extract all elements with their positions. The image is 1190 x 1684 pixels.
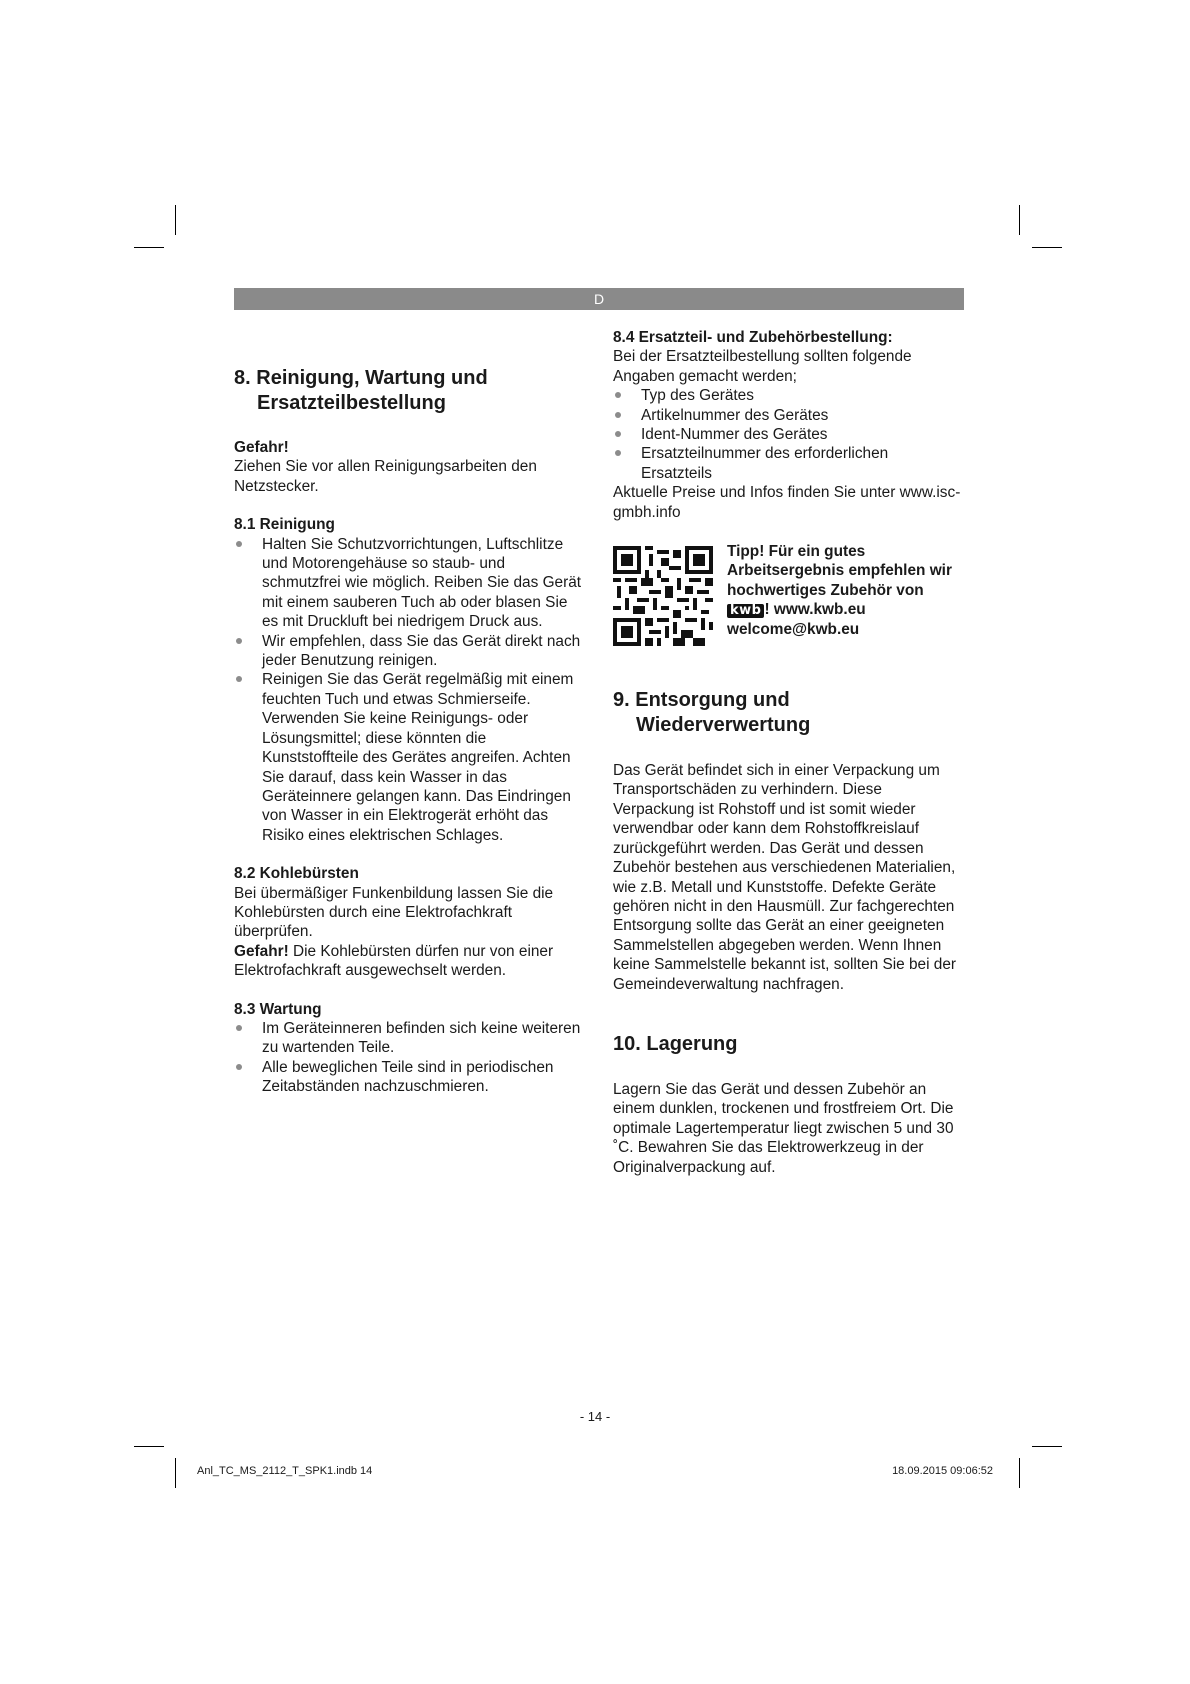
kwb-logo: kwb [727,604,764,618]
footer-datetime: 18.09.2015 09:06:52 [892,1465,993,1477]
tip-box [613,542,963,646]
language-code: D [593,291,605,307]
section-9-title-line2: Wiederverwertung [636,714,811,737]
tip-line1: Tipp! Für ein gutes Arbeitsergebnis empfehlen wir hochwertiges Zubehör von [727,543,952,599]
qr-code-icon [613,546,713,646]
crop-mark [1032,1446,1062,1447]
section-8-title-line2: Ersatzteilbestellung [257,392,446,414]
section-8-2-heading: 8.2 Kohlebürsten [234,865,359,883]
right-column [613,328,963,1177]
list-item: Ident-Nummer des Gerätes [613,425,963,444]
section-8-3-heading: 8.3 Wartung [234,1000,322,1018]
list-item: Artikelnummer des Gerätes [613,406,963,425]
danger-label: Gefahr! [234,942,289,960]
section-8-title-line1: Reinigung, Wartung und [256,367,488,389]
list-item: Reinigen Sie das Gerät regelmäßig mit einem feuchten Tuch und etwas Schmierseife. Verwenden Sie keine Reinigungs- oder Lösungsmittel; diese könnten die Kunststoffteile des Gerätes angreifen. Achten Sie darauf, dass kein Wasser in das Geräteinnere gelangen kann. Das Eindringen von Wasser in ein Elektrogerät erhöht das Risiko eines elektrischen Schlages. [234,670,584,845]
maintenance-list [234,1019,584,1097]
page-number: - 14 - [579,1409,611,1424]
footer-file-name: Anl_TC_MS_2112_T_SPK1.indb 14 [197,1465,373,1477]
danger-text: Die Kohlebürsten dürfen nur von einer Elektrofachkraft ausgewechselt werden. [234,942,554,980]
section-10-heading: 10. Lagerung [613,1032,738,1055]
tip-website: ! www.kwb.eu [764,601,866,619]
list-item: Halten Sie Schutzvorrichtungen, Luftschlitze und Motorengehäuse so staub- und schmutzfrei wie möglich. Reiben Sie das Gerät mit einem sauberen Tuch ab oder blasen Sie es mit Druckluft bei niedrigem Druck aus. [234,535,584,632]
carbon-brushes-text: Bei übermäßiger Funkenbildung lassen Sie die Kohlebürsten durch eine Elektrofachkraft überprüfen. [234,884,554,941]
danger-label: Gefahr! [234,439,289,456]
crop-mark [1019,1458,1020,1488]
list-item: Ersatzteilnummer des erforderlichen Ersatzteils [613,444,963,483]
spare-parts-intro: Bei der Ersatzteilbestellung sollten folgende Angaben gemacht werden; [613,348,912,385]
storage-text: Lagern Sie das Gerät und dessen Zubehör an einem dunklen, trockenen und frostfreiem Ort. Die optimale Lagertemperatur liegt zwischen 5 und 30 ˚C. Bewahren Sie das Elektrowerkzeug in der Originalverpackung auf. [613,1080,954,1176]
spare-parts-list [613,386,963,483]
cleaning-list [234,535,584,846]
disposal-text: Das Gerät befindet sich in einer Verpackung um Transportschäden zu verhindern. Diese Verpackung ist Rohstoff und ist somit wieder verwendbar oder kann dem Rohstoffkreislauf zurückgeführt werden. Das Gerät und dessen Zubehör bestehen aus verschiedenen Materialien, wie z.B. Metall und Kunststoffe. Defekte Geräte gehören nicht in den Hausmüll. Zur fachgerechten Entsorgung sollte das Gerät an einer geeigneten Sammelstellen abgegeben werden. Wenn Ihnen keine Sammelstelle bekannt ist, sollten Sie bei der Gemeindeverwaltung nachfragen. [613,762,957,993]
section-8-heading [234,366,584,416]
tip-text [727,542,963,646]
section-8-4-heading: 8.4 Ersatzteil- und Zubehörbestellung: [613,329,893,346]
section-9-heading [613,688,963,738]
section-8-number: 8. [234,367,251,389]
section-9-title-line1: Entsorgung und [635,689,790,712]
list-item: Alle beweglichen Teile sind in periodischen Zeitabständen nachzuschmieren. [234,1058,584,1097]
crop-mark [175,205,176,235]
crop-mark [134,247,164,248]
crop-mark [134,1446,164,1447]
list-item: Wir empfehlen, dass Sie das Gerät direkt nach jeder Benutzung reinigen. [234,632,584,671]
section-9-number: 9. [613,689,630,712]
crop-mark [175,1458,176,1488]
tip-email: welcome@kwb.eu [727,620,860,638]
language-header-bar [234,288,964,310]
list-item: Typ des Gerätes [613,386,963,405]
spare-parts-outro: Aktuelle Preise und Infos finden Sie unter www.isc-gmbh.info [613,484,961,521]
carbon-brushes-danger [234,942,584,981]
crop-mark [1032,247,1062,248]
list-item: Im Geräteinneren befinden sich keine weiteren zu wartenden Teile. [234,1019,584,1058]
left-column [234,366,584,1097]
danger-text: Ziehen Sie vor allen Reinigungsarbeiten den Netzstecker. [234,458,537,495]
crop-mark [1019,205,1020,235]
section-8-1-heading: 8.1 Reinigung [234,516,335,534]
